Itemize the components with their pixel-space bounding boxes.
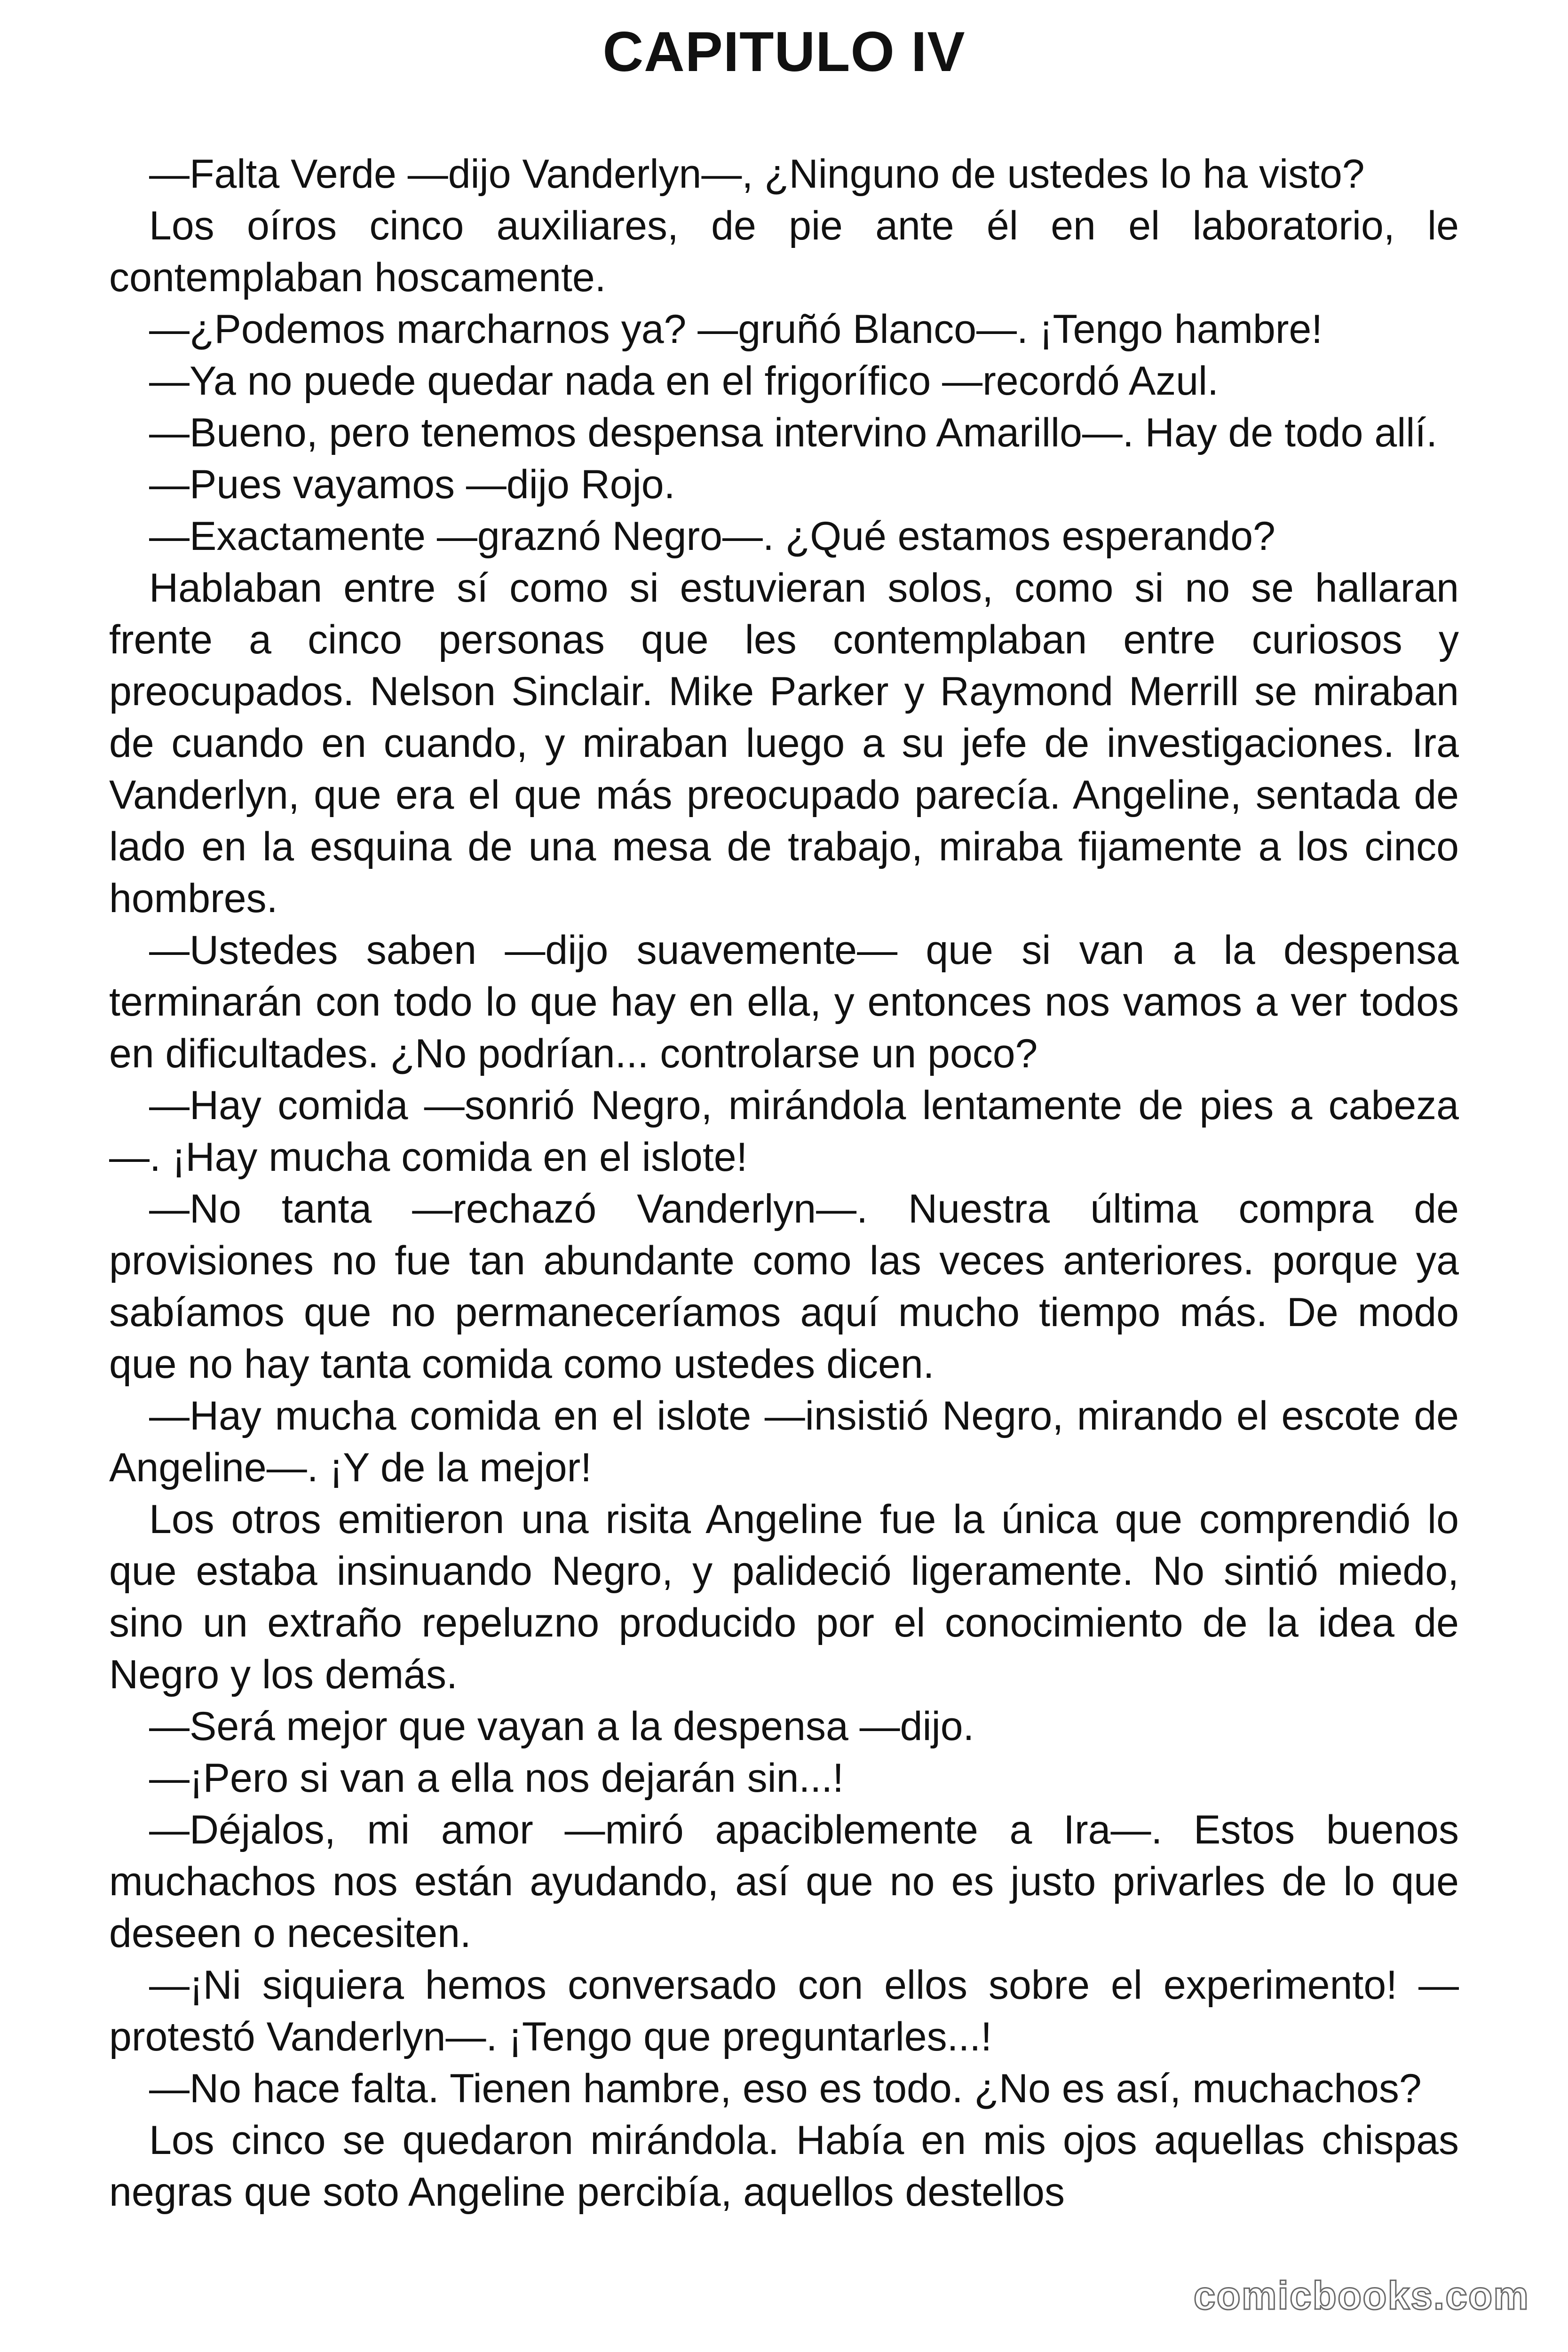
- paragraph: —Exactamente —graznó Negro—. ¿Qué estamos esperando?: [149, 514, 1275, 559]
- paragraph: —¿Podemos marcharnos ya? —gruñó Blanco—. ¡Tengo hambre!: [149, 307, 1323, 352]
- paragraph: —No tanta —rechazó Vanderlyn—. Nuestra última compra de provisiones no fue tan abundante como las veces anteriores. porque ya sabíamos que no permaneceríamos aquí mucho tiempo más. De modo que no hay tanta comida como ustedes dicen.: [109, 1186, 1459, 1387]
- paragraph: —Bueno, pero tenemos despensa intervino Amarillo—. Hay de todo allí.: [149, 410, 1438, 455]
- paragraph: Los otros emitieron una risita Angeline fue la única que comprendió lo que estaba insinuando Negro, y palideció ligeramente. No sintió miedo, sino un extraño repeluzno producido por el conocimiento de la idea de Negro y los demás.: [109, 1497, 1459, 1697]
- paragraph: —Pues vayamos —dijo Rojo.: [149, 462, 675, 507]
- paragraph: —Hay mucha comida en el islote —insistió Negro, mirando el escote de Angeline—. ¡Y de la mejor!: [109, 1393, 1459, 1490]
- chapter-body: [109, 148, 1459, 2218]
- paragraph: —No hace falta. Tienen hambre, eso es todo. ¿No es así, muchachos?: [149, 2066, 1422, 2111]
- watermark: comicbooks.com: [1193, 2273, 1529, 2318]
- paragraph: —Ya no puede quedar nada en el frigorífico —recordó Azul.: [149, 358, 1219, 404]
- paragraph: —Hay comida —sonrió Negro, mirándola lentamente de pies a cabeza—. ¡Hay mucha comida en el islote!: [109, 1083, 1459, 1180]
- paragraph: —¡Ni siquiera hemos conversado con ellos sobre el experimento! —protestó Vanderlyn—. ¡Tengo que preguntarles...!: [109, 1963, 1459, 2059]
- paragraph: —¡Pero si van a ella nos dejarán sin...!: [149, 1756, 844, 1801]
- paragraph: —Será mejor que vayan a la despensa —dijo.: [149, 1704, 974, 1749]
- paragraph: Los oíros cinco auxiliares, de pie ante él en el laboratorio, le contemplaban hoscamente.: [109, 203, 1459, 300]
- paragraph: —Ustedes saben —dijo suavemente— que si van a la despensa terminarán con todo lo que hay en ella, y entonces nos vamos a ver todos en dificultades. ¿No podrían... controlarse un poco?: [109, 928, 1459, 1076]
- paragraph: —Falta Verde —dijo Vanderlyn—, ¿Ninguno de ustedes lo ha visto?: [149, 151, 1365, 197]
- paragraph: Los cinco se quedaron mirándola. Había en mis ojos aquellas chispas negras que soto Angeline percibía, aquellos destellos: [109, 2118, 1459, 2215]
- paragraph: —Déjalos, mi amor —miró apaciblemente a Ira—. Estos buenos muchachos nos están ayudando, así que no es justo privarles de lo que deseen o necesiten.: [109, 1807, 1459, 1956]
- paragraph: Hablaban entre sí como si estuvieran solos, como si no se hallaran frente a cinco personas que les contemplaban entre curiosos y preocupados. Nelson Sinclair. Mike Parker y Raymond Merrill se miraban de cuando en cuando, y miraban luego a su jefe de investigaciones. Ira Vanderlyn, que era el que más preocupado parecía. Angeline, sentada de lado en la esquina de una mesa de trabajo, miraba fijamente a los cinco hombres.: [109, 565, 1459, 921]
- chapter-title: CAPITULO IV: [602, 20, 966, 83]
